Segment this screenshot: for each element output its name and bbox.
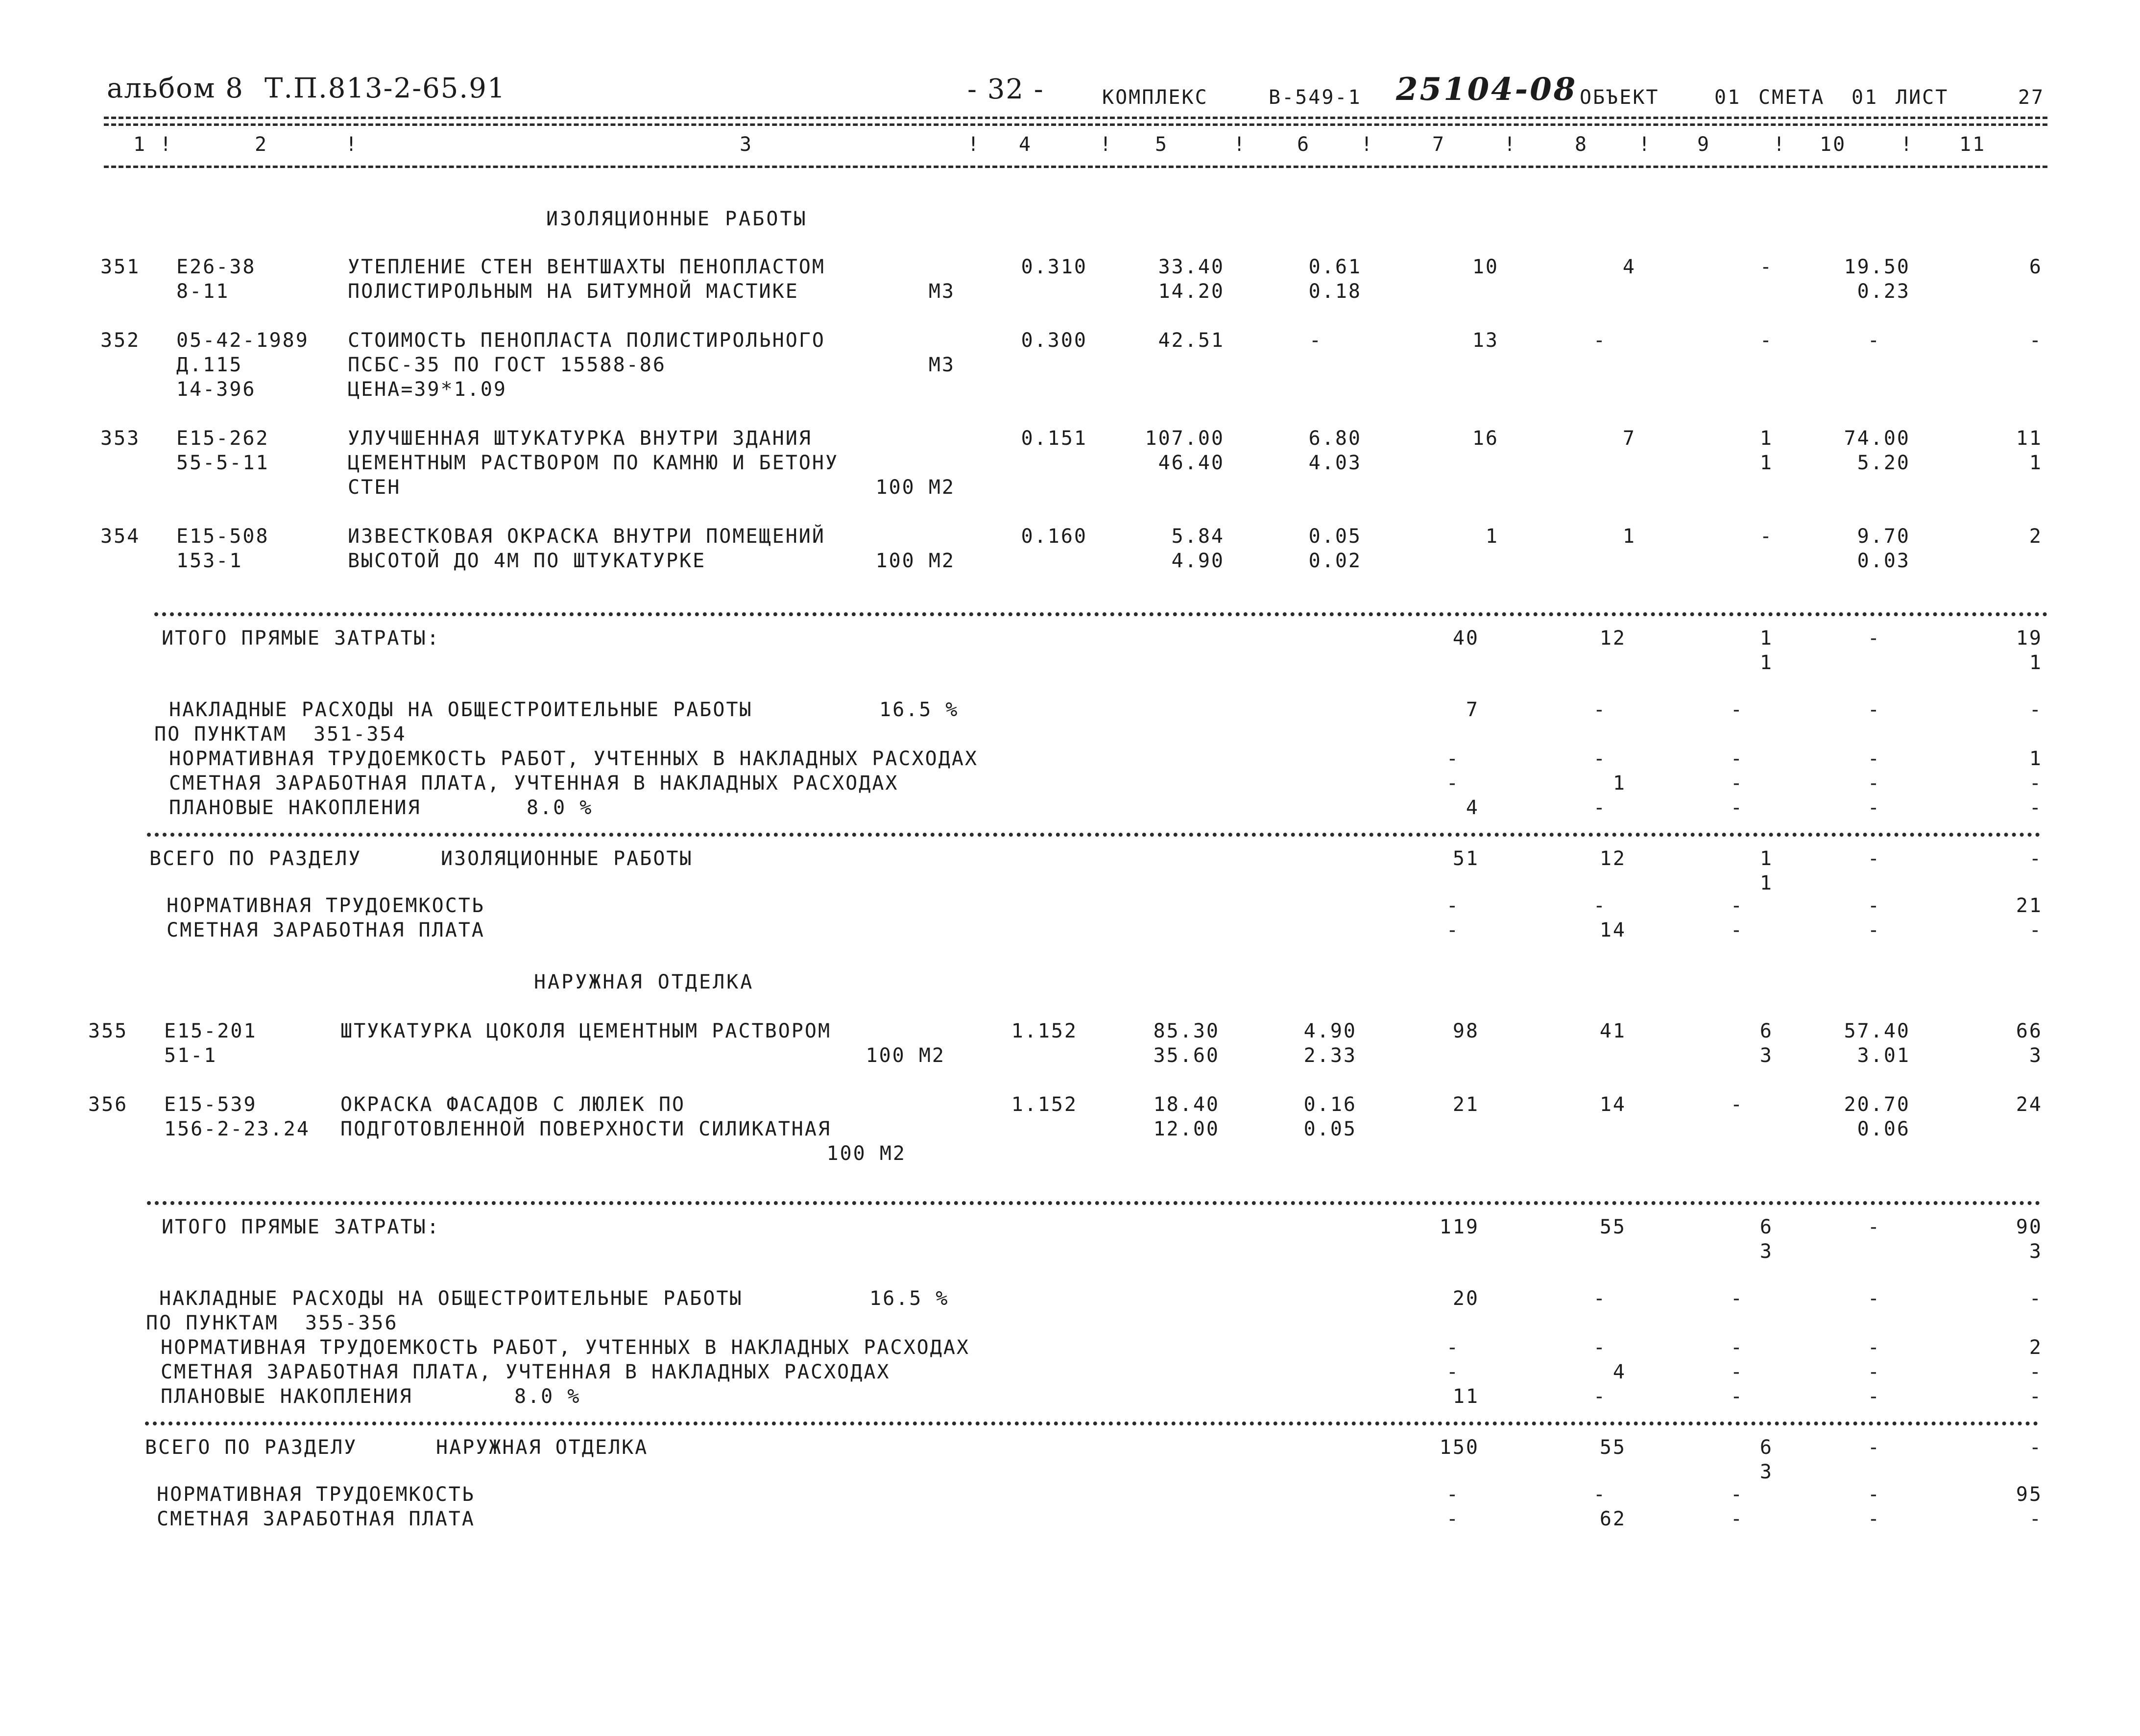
- unit-mech-wage: 2.33: [1303, 1044, 1357, 1067]
- labor-unit-2: 3.01: [1857, 1044, 1910, 1067]
- col-head: !: [1504, 133, 1517, 156]
- section-total-label: ВСЕГО ПО РАЗДЕЛУ: [145, 1436, 358, 1459]
- total-wage: 62: [1599, 1508, 1626, 1530]
- unit-mech-wage: 0.02: [1308, 550, 1362, 572]
- labor-unit: -: [1867, 627, 1881, 650]
- header-rule-top: [104, 117, 2047, 119]
- work-description: ПОДГОТОВЛЕННОЙ ПОВЕРХНОСТИ СИЛИКАТНАЯ: [340, 1118, 832, 1140]
- work-description: ИЗВЕСТКОВАЯ ОКРАСКА ВНУТРИ ПОМЕЩЕНИЙ: [348, 525, 825, 548]
- unit-cost: 18.40: [1153, 1093, 1220, 1116]
- total-cost: 4: [1466, 796, 1479, 819]
- col-head: 2: [255, 133, 268, 156]
- norm-code: Е26-38: [176, 256, 256, 278]
- dotted-separator: [145, 1422, 2039, 1425]
- total-cost: 98: [1452, 1020, 1479, 1042]
- col-head: 10: [1820, 133, 1847, 156]
- col-head: 3: [740, 133, 753, 156]
- items-range: ПО ПУНКТАМ 351-354: [154, 723, 407, 746]
- labor-unit: -: [1867, 1508, 1881, 1530]
- labor-total: 21: [2016, 894, 2043, 917]
- col-head: 5: [1155, 133, 1169, 156]
- work-description: ПСБС-35 ПО ГОСТ 15588-86: [348, 354, 666, 376]
- total-cost: -: [1446, 1508, 1460, 1530]
- summary-label: ИТОГО ПРЯМЫЕ ЗАТРАТЫ:: [162, 627, 440, 650]
- labor-total: 19: [2016, 627, 2043, 650]
- labor-unit: -: [1867, 1436, 1881, 1459]
- labor-total: 24: [2016, 1093, 2043, 1116]
- labor-total: -: [2029, 699, 2043, 721]
- labor-unit: -: [1867, 1216, 1881, 1238]
- col-head: 4: [1019, 133, 1033, 156]
- labor-total: -: [2029, 329, 2043, 352]
- total-wage: 55: [1599, 1216, 1626, 1238]
- work-description: ПОЛИСТИРОЛЬНЫМ НА БИТУМНОЙ МАСТИКЕ: [348, 280, 799, 303]
- unit: 100 М2: [875, 550, 955, 572]
- labor-unit: -: [1867, 747, 1881, 770]
- labor-unit: -: [1867, 894, 1881, 917]
- unit-mech-wage: 0.05: [1303, 1118, 1357, 1140]
- labor-total: -: [2029, 796, 2043, 819]
- total-mech-wage: 1: [1759, 452, 1773, 474]
- total-wage: -: [1593, 1336, 1607, 1359]
- total-mech: -: [1730, 894, 1744, 917]
- summary-label: НОРМАТИВНАЯ ТРУДОЕМКОСТЬ РАБОТ, УЧТЕННЫХ В НАКЛАДНЫХ РАСХОДАХ: [161, 1336, 970, 1359]
- norm-code: 8-11: [176, 280, 230, 303]
- total-mech: 6: [1759, 1216, 1773, 1238]
- labor-total: -: [2029, 772, 2043, 795]
- labor-unit-2: 0.03: [1857, 550, 1910, 572]
- col-head: 6: [1297, 133, 1311, 156]
- item-number: 355: [88, 1020, 128, 1042]
- percent: 8.0 %: [527, 796, 593, 819]
- project-code: Т.П.813-2-65.91: [264, 72, 506, 104]
- norm-code: 156-2-23.24: [164, 1118, 310, 1140]
- total-wage: 7: [1622, 427, 1636, 450]
- total-cost: 7: [1466, 699, 1479, 721]
- item-number: 352: [100, 329, 141, 352]
- total-mech: 1: [1759, 427, 1773, 450]
- total-wage: -: [1593, 329, 1607, 352]
- unit-mech: 0.05: [1308, 525, 1362, 548]
- summary-label: НАКЛАДНЫЕ РАСХОДЫ НА ОБЩЕСТРОИТЕЛЬНЫЕ РАБОТЫ: [169, 699, 753, 721]
- unit-cost: 85.30: [1153, 1020, 1220, 1042]
- unit-mech: -: [1309, 329, 1322, 352]
- total-mech: 1: [1759, 627, 1773, 650]
- total-wage: 14: [1599, 919, 1626, 941]
- unit-cost: 42.51: [1158, 329, 1225, 352]
- work-description: СТЕН: [348, 476, 401, 499]
- labor-unit: -: [1867, 1385, 1881, 1408]
- col-head: 8: [1575, 133, 1588, 156]
- total-mech: -: [1730, 1287, 1744, 1310]
- labor-total: -: [2029, 1436, 2043, 1459]
- labor-unit: -: [1867, 796, 1881, 819]
- summary-label: СМЕТНАЯ ЗАРАБОТНАЯ ПЛАТА, УЧТЕННАЯ В НАКЛАДНЫХ РАСХОДАХ: [169, 772, 899, 795]
- labor-total: 1: [2029, 747, 2043, 770]
- norm-code: Е15-508: [176, 525, 269, 548]
- total-mech: -: [1730, 772, 1744, 795]
- sheet-number: 27: [2018, 86, 2045, 109]
- norm-code: 55-5-11: [176, 452, 269, 474]
- labor-unit: 20.70: [1844, 1093, 1910, 1116]
- total-mech: -: [1730, 1336, 1744, 1359]
- labor-total: -: [2029, 1385, 2043, 1408]
- norm-code: Е15-262: [176, 427, 269, 450]
- labor-total: 2: [2029, 525, 2043, 548]
- labor-unit: 9.70: [1857, 525, 1910, 548]
- total-mech: -: [1730, 1385, 1744, 1408]
- album-label: альбом 8: [107, 72, 244, 104]
- labor-unit: -: [1867, 1361, 1881, 1383]
- unit: М3: [928, 354, 955, 376]
- object-number: 01: [1714, 86, 1741, 109]
- summary-label: ИТОГО ПРЯМЫЕ ЗАТРАТЫ:: [162, 1216, 440, 1238]
- col-head: !: [1773, 133, 1787, 156]
- labor-total: 11: [2016, 427, 2043, 450]
- labor-unit: 57.40: [1844, 1020, 1910, 1042]
- total-wage: -: [1593, 1287, 1607, 1310]
- unit: М3: [928, 280, 955, 303]
- col-head: !: [1638, 133, 1652, 156]
- quantity: 1.152: [1011, 1093, 1078, 1116]
- page-number: - 32 -: [967, 73, 1044, 105]
- sheet-label: ЛИСТ: [1896, 86, 1949, 109]
- work-description: ЦЕНА=39*1.09: [348, 378, 507, 401]
- section-total-label: ВСЕГО ПО РАЗДЕЛУ: [149, 847, 362, 870]
- unit-mech: 0.61: [1308, 256, 1362, 278]
- col-head: 7: [1432, 133, 1446, 156]
- total-cost: 13: [1472, 329, 1499, 352]
- total-cost: -: [1446, 1361, 1460, 1383]
- total-mech-wage: 3: [1759, 1240, 1773, 1263]
- work-description: УЛУЧШЕННАЯ ШТУКАТУРКА ВНУТРИ ЗДАНИЯ: [348, 427, 812, 450]
- total-wage: 4: [1622, 256, 1636, 278]
- summary-label: НОРМАТИВНАЯ ТРУДОЕМКОСТЬ: [157, 1483, 475, 1506]
- summary-label: ПЛАНОВЫЕ НАКОПЛЕНИЯ: [169, 796, 421, 819]
- unit: 100 М2: [875, 476, 955, 499]
- labor-unit: -: [1867, 919, 1881, 941]
- total-cost: 16: [1472, 427, 1499, 450]
- item-number: 351: [100, 256, 141, 278]
- norm-code: 153-1: [176, 550, 243, 572]
- smeta-number: 01: [1851, 86, 1878, 109]
- unit-mech-wage: 4.03: [1308, 452, 1362, 474]
- complex-label: КОМПЛЕКС: [1102, 86, 1208, 109]
- labor-total: 6: [2029, 256, 2043, 278]
- total-mech: -: [1730, 1093, 1744, 1116]
- total-cost: -: [1446, 919, 1460, 941]
- total-cost: 150: [1439, 1436, 1479, 1459]
- norm-code: 14-396: [176, 378, 256, 401]
- unit-cost-wage: 46.40: [1158, 452, 1225, 474]
- total-mech: 6: [1759, 1020, 1773, 1042]
- total-cost: -: [1446, 894, 1460, 917]
- norm-code: Д.115: [176, 354, 243, 376]
- labor-total-2: 1: [2029, 651, 2043, 674]
- summary-label: СМЕТНАЯ ЗАРАБОТНАЯ ПЛАТА, УЧТЕННАЯ В НАКЛАДНЫХ РАСХОДАХ: [161, 1361, 890, 1383]
- quantity: 1.152: [1011, 1020, 1078, 1042]
- dotted-separator: [147, 833, 2041, 837]
- total-wage: 12: [1599, 627, 1626, 650]
- total-mech-wage: 1: [1759, 651, 1773, 674]
- work-description: СТОИМОСТЬ ПЕНОПЛАСТА ПОЛИСТИРОЛЬНОГО: [348, 329, 825, 352]
- total-wage: 41: [1599, 1020, 1626, 1042]
- summary-label: СМЕТНАЯ ЗАРАБОТНАЯ ПЛАТА: [167, 919, 485, 941]
- total-mech: -: [1759, 256, 1773, 278]
- total-cost: 20: [1452, 1287, 1479, 1310]
- total-cost: 10: [1472, 256, 1499, 278]
- percent: 16.5 %: [869, 1287, 949, 1310]
- section-title-insulation: ИЗОЛЯЦИОННЫЕ РАБОТЫ: [546, 208, 808, 230]
- total-mech: -: [1759, 525, 1773, 548]
- labor-unit: -: [1867, 847, 1881, 870]
- total-mech-wage: 3: [1759, 1461, 1773, 1483]
- unit-mech: 4.90: [1303, 1020, 1357, 1042]
- norm-code: Е15-539: [164, 1093, 257, 1116]
- total-wage: -: [1593, 747, 1607, 770]
- labor-total: -: [2029, 1361, 2043, 1383]
- labor-total: -: [2029, 847, 2043, 870]
- summary-label: ПЛАНОВЫЕ НАКОПЛЕНИЯ: [161, 1385, 413, 1408]
- total-wage: -: [1593, 894, 1607, 917]
- labor-unit: -: [1867, 1336, 1881, 1359]
- quantity: 0.160: [1021, 525, 1087, 548]
- labor-unit: -: [1867, 1287, 1881, 1310]
- unit-cost: 107.00: [1145, 427, 1225, 450]
- total-wage: 1: [1622, 525, 1636, 548]
- work-description: ОКРАСКА ФАСАДОВ С ЛЮЛЕК ПО: [340, 1093, 686, 1116]
- quantity: 0.300: [1021, 329, 1087, 352]
- labor-total: 2: [2029, 1336, 2043, 1359]
- total-mech: -: [1730, 699, 1744, 721]
- complex-code: В-549-1: [1269, 86, 1362, 109]
- total-cost: 119: [1439, 1216, 1479, 1238]
- total-mech: -: [1730, 1508, 1744, 1530]
- norm-code: 51-1: [164, 1044, 217, 1067]
- unit-mech-wage: 0.18: [1308, 280, 1362, 303]
- labor-total: 95: [2016, 1483, 2043, 1506]
- total-wage: -: [1593, 1385, 1607, 1408]
- labor-total-2: 3: [2029, 1240, 2043, 1263]
- percent: 8.0 %: [514, 1385, 581, 1408]
- total-mech: 6: [1759, 1436, 1773, 1459]
- summary-label: НОРМАТИВНАЯ ТРУДОЕМКОСТЬ: [167, 894, 485, 917]
- percent: 16.5 %: [879, 699, 959, 721]
- unit-cost: 33.40: [1158, 256, 1225, 278]
- col-head: !: [1100, 133, 1113, 156]
- work-description: УТЕПЛЕНИЕ СТЕН ВЕНТШАХТЫ ПЕНОПЛАСТОМ: [348, 256, 825, 278]
- unit-cost-wage: 35.60: [1153, 1044, 1220, 1067]
- col-head: 1 !: [133, 133, 173, 156]
- section-total-name: НАРУЖНАЯ ОТДЕЛКА: [436, 1436, 649, 1459]
- item-number: 356: [88, 1093, 128, 1116]
- total-cost: 51: [1452, 847, 1479, 870]
- total-cost: 11: [1452, 1385, 1479, 1408]
- labor-total-2: 3: [2029, 1044, 2043, 1067]
- labor-total: -: [2029, 1508, 2043, 1530]
- labor-total: -: [2029, 1287, 2043, 1310]
- labor-unit: -: [1867, 329, 1881, 352]
- dotted-separator: [147, 1201, 2041, 1205]
- unit-cost-wage: 14.20: [1158, 280, 1225, 303]
- total-mech: -: [1730, 1361, 1744, 1383]
- work-description: ВЫСОТОЙ ДО 4М ПО ШТУКАТУРКЕ: [348, 550, 706, 572]
- col-head: !: [967, 133, 981, 156]
- col-head: 11: [1959, 133, 1986, 156]
- summary-label: НАКЛАДНЫЕ РАСХОДЫ НА ОБЩЕСТРОИТЕЛЬНЫЕ РАБОТЫ: [159, 1287, 743, 1310]
- items-range: ПО ПУНКТАМ 355-356: [146, 1312, 398, 1334]
- total-mech-wage: 1: [1759, 872, 1773, 894]
- total-wage: 4: [1612, 1361, 1626, 1383]
- total-cost: -: [1446, 747, 1460, 770]
- total-mech: -: [1730, 747, 1744, 770]
- quantity: 0.151: [1021, 427, 1087, 450]
- object-label: ОБЪЕКТ: [1580, 86, 1659, 109]
- total-cost: -: [1446, 1483, 1460, 1506]
- total-mech: 1: [1759, 847, 1773, 870]
- total-cost: 21: [1452, 1093, 1479, 1116]
- total-wage: 55: [1599, 1436, 1626, 1459]
- total-mech: -: [1730, 1483, 1744, 1506]
- total-cost: 40: [1452, 627, 1479, 650]
- dotted-separator: [154, 612, 2048, 616]
- unit-cost-wage: 4.90: [1171, 550, 1225, 572]
- labor-unit: -: [1867, 699, 1881, 721]
- labor-total: -: [2029, 919, 2043, 941]
- total-mech: -: [1730, 919, 1744, 941]
- labor-unit-2: 5.20: [1857, 452, 1910, 474]
- total-mech: -: [1759, 329, 1773, 352]
- summary-label: НОРМАТИВНАЯ ТРУДОЕМКОСТЬ РАБОТ, УЧТЕННЫХ В НАКЛАДНЫХ РАСХОДАХ: [169, 747, 979, 770]
- total-wage: -: [1593, 699, 1607, 721]
- labor-unit: -: [1867, 772, 1881, 795]
- labor-unit-2: 0.23: [1857, 280, 1910, 303]
- unit-cost-wage: 12.00: [1153, 1118, 1220, 1140]
- col-head: !: [345, 133, 359, 156]
- labor-total: 66: [2016, 1020, 2043, 1042]
- header-rule-bottom: [104, 166, 2047, 168]
- labor-total: 90: [2016, 1216, 2043, 1238]
- total-cost: -: [1446, 772, 1460, 795]
- item-number: 353: [100, 427, 141, 450]
- labor-unit: 19.50: [1844, 256, 1910, 278]
- norm-code: 05-42-1989: [176, 329, 309, 352]
- col-head: !: [1233, 133, 1247, 156]
- smeta-label: СМЕТА: [1758, 86, 1825, 109]
- labor-unit-2: 0.06: [1857, 1118, 1910, 1140]
- quantity: 0.310: [1021, 256, 1087, 278]
- header-rule-top-2: [104, 123, 2047, 126]
- labor-total-2: 1: [2029, 452, 2043, 474]
- labor-unit: -: [1867, 1483, 1881, 1506]
- col-head: 9: [1697, 133, 1711, 156]
- labor-unit: 74.00: [1844, 427, 1910, 450]
- col-head: !: [1900, 133, 1914, 156]
- item-number: 354: [100, 525, 141, 548]
- total-wage: -: [1593, 796, 1607, 819]
- unit-mech: 0.16: [1303, 1093, 1357, 1116]
- total-wage: -: [1593, 1483, 1607, 1506]
- norm-code: Е15-201: [164, 1020, 257, 1042]
- handwritten-code: 25104-08: [1396, 71, 1578, 108]
- total-cost: 1: [1485, 525, 1499, 548]
- total-cost: -: [1446, 1336, 1460, 1359]
- section-total-name: ИЗОЛЯЦИОННЫЕ РАБОТЫ: [441, 847, 693, 870]
- col-head: !: [1361, 133, 1374, 156]
- work-description: ЦЕМЕНТНЫМ РАСТВОРОМ ПО КАМНЮ И БЕТОНУ: [348, 452, 839, 474]
- unit: 100 М2: [866, 1044, 945, 1067]
- total-wage: 14: [1599, 1093, 1626, 1116]
- unit-mech: 6.80: [1308, 427, 1362, 450]
- summary-label: СМЕТНАЯ ЗАРАБОТНАЯ ПЛАТА: [157, 1508, 475, 1530]
- total-wage: 1: [1612, 772, 1626, 795]
- total-mech-wage: 3: [1759, 1044, 1773, 1067]
- total-mech: -: [1730, 796, 1744, 819]
- section-title-exterior: НАРУЖНАЯ ОТДЕЛКА: [534, 971, 754, 993]
- unit: 100 М2: [826, 1142, 906, 1165]
- work-description: ШТУКАТУРКА ЦОКОЛЯ ЦЕМЕНТНЫМ РАСТВОРОМ: [340, 1020, 832, 1042]
- unit-cost: 5.84: [1171, 525, 1225, 548]
- total-wage: 12: [1599, 847, 1626, 870]
